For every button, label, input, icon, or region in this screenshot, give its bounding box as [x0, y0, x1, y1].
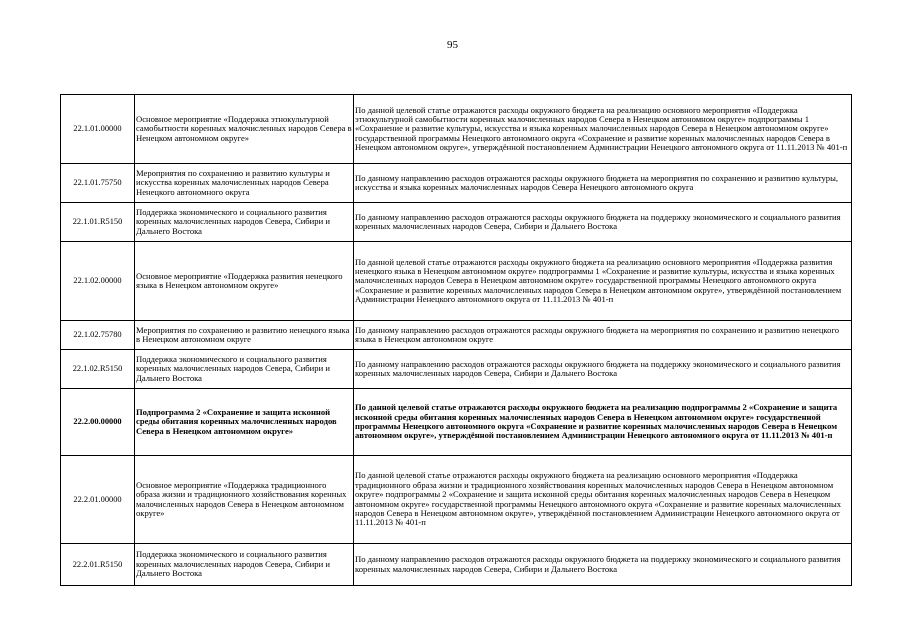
- target-article-name: Мероприятия по сохранению и развитию ненецкого языка в Ненецком автономном округе: [135, 321, 354, 350]
- budget-classification-table: [60, 94, 852, 586]
- page-number: 95: [447, 39, 458, 51]
- target-article-description: По данному направлению расходов отражаются расходы окружного бюджета на мероприятия по сохранению и развитию культуры, искусства и языка коренных малочисленных народов Севера Ненецкого автономного округа: [354, 164, 852, 203]
- target-article-name: Поддержка экономического и социального развития коренных малочисленных народов Севера, Сибири и Дальнего Востока: [135, 544, 354, 586]
- table-row: [61, 544, 852, 586]
- target-article-description: По данной целевой статье отражаются расходы окружного бюджета на реализацию основного мероприятия «Поддержка развития ненецкого языка в Ненецком автономном округе» подпрограммы 1 «Сохранение и развитие культуры, искусства и языка коренных малочисленных народов Севера в Ненецком автономном округе» государственной программы Ненецкого автономного округа «Сохранение и развитие коренных малочисленных народов Севера в Ненецком автономном округе», утверждённой постановлением Администрации Ненецкого автономного округа от 11.11.2013 № 401-п: [354, 242, 852, 321]
- target-article-code: 22.1.02.R5150: [61, 350, 135, 389]
- target-article-description: По данной целевой статье отражаются расходы окружного бюджета на реализацию подпрограммы 2 «Сохранение и защита исконной среды обитания коренных малочисленных народов Севера в Ненецком автономном округе» государственной программы Ненецкого автономного округа «Сохранение и развитие коренных малочисленных народов Севера в Ненецком автономном округе», утверждённой постановлением Администрации Ненецкого автономного округа от 11.11.2013 № 401-п: [354, 389, 852, 456]
- table-row: [61, 164, 852, 203]
- table-row: [61, 203, 852, 242]
- target-article-description: По данной целевой статье отражаются расходы окружного бюджета на реализацию основного мероприятия «Поддержка этнокультурной самобытности коренных малочисленных народов Севера в Ненецком автономном округе» подпрограммы 1 «Сохранение и развитие культуры, искусства и языка коренных малочисленных народов Севера в Ненецком автономном округе» государственной программы Ненецкого автономного округа «Сохранение и развитие коренных малочисленных народов Севера в Ненецком автономном округе», утверждённой постановлением Администрации Ненецкого автономного округа от 11.11.2013 № 401-п: [354, 95, 852, 164]
- target-article-description: По данному направлению расходов отражаются расходы окружного бюджета на поддержку экономического и социального развития коренных малочисленных народов Севера, Сибири и Дальнего Востока: [354, 544, 852, 586]
- target-article-code: 22.2.01.R5150: [61, 544, 135, 586]
- target-article-code: 22.1.01.R5150: [61, 203, 135, 242]
- target-article-code: 22.2.00.00000: [61, 389, 135, 456]
- target-article-description: По данному направлению расходов отражаются расходы окружного бюджета на мероприятия по сохранению и развитию ненецкого языка в Ненецком автономном округе: [354, 321, 852, 350]
- table-row: [61, 242, 852, 321]
- table-row: [61, 456, 852, 544]
- table-row: [61, 350, 852, 389]
- table-row-subprogram: [61, 389, 852, 456]
- target-article-name: Поддержка экономического и социального развития коренных малочисленных народов Севера, Сибири и Дальнего Востока: [135, 350, 354, 389]
- table-row: [61, 321, 852, 350]
- target-article-name: Основное мероприятие «Поддержка развития ненецкого языка в Ненецком автономном округе»: [135, 242, 354, 321]
- target-article-code: 22.1.01.00000: [61, 95, 135, 164]
- target-article-description: По данному направлению расходов отражаются расходы окружного бюджета на поддержку экономического и социального развития коренных малочисленных народов Севера, Сибири и Дальнего Востока: [354, 350, 852, 389]
- target-article-name: Основное мероприятие «Поддержка традиционного образа жизни и традиционного хозяйствования коренных малочисленных народов Севера в Ненецком автономном округе»: [135, 456, 354, 544]
- target-article-name: Мероприятия по сохранению и развитию культуры и искусства коренных малочисленных народов Севера Ненецкого автономного округа: [135, 164, 354, 203]
- target-article-name: Основное мероприятие «Поддержка этнокультурной самобытности коренных малочисленных народов Севера в Ненецком автономном округе»: [135, 95, 354, 164]
- target-article-code: 22.2.01.00000: [61, 456, 135, 544]
- target-article-code: 22.1.02.00000: [61, 242, 135, 321]
- target-article-name: Поддержка экономического и социального развития коренных малочисленных народов Севера, Сибири и Дальнего Востока: [135, 203, 354, 242]
- target-article-code: 22.1.01.75750: [61, 164, 135, 203]
- table-row: [61, 95, 852, 164]
- target-article-name: Подпрограмма 2 «Сохранение и защита исконной среды обитания коренных малочисленных народов Севера в Ненецком автономном округе»: [135, 389, 354, 456]
- target-article-description: По данной целевой статье отражаются расходы окружного бюджета на реализацию основного мероприятия «Поддержка традиционного образа жизни и традиционного хозяйствования коренных малочисленных народов Севера в Ненецком автономном округе» подпрограммы 2 «Сохранение и защита исконной среды обитания коренных малочисленных народов Севера в Ненецком автономном округе» государственной программы Ненецкого автономного округа «Сохранение и развитие коренных малочисленных народов Севера в Ненецком автономном округе», утверждённой постановлением Администрации Ненецкого автономного округа от 11.11.2013 № 401-п: [354, 456, 852, 544]
- target-article-code: 22.1.02.75780: [61, 321, 135, 350]
- target-article-description: По данному направлению расходов отражаются расходы окружного бюджета на поддержку экономического и социального развития коренных малочисленных народов Севера, Сибири и Дальнего Востока: [354, 203, 852, 242]
